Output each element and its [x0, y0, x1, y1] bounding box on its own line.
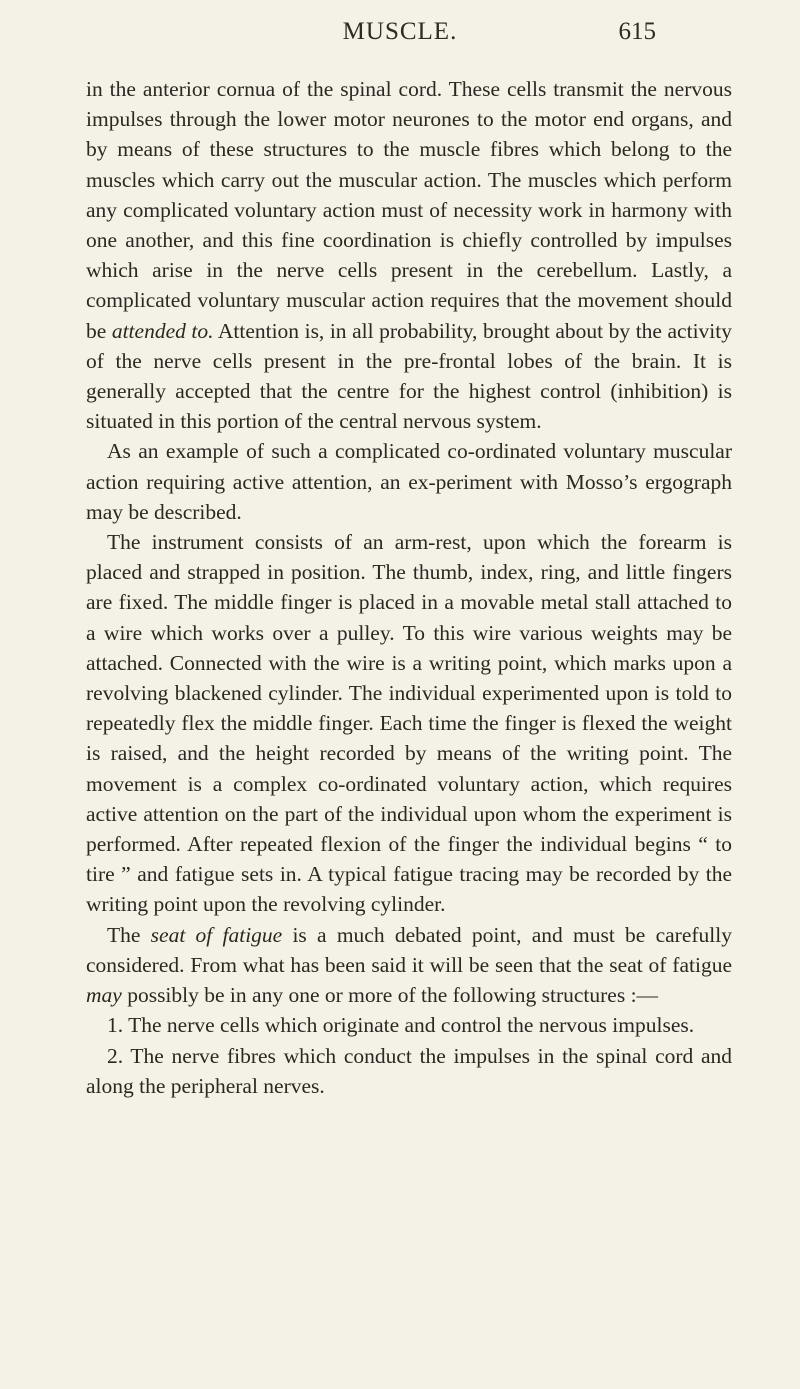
text-run: As an example of such a complicated co-ordinated voluntary muscular action requiring active attention, an ex-periment with Mosso’s ergograph may be described. — [86, 439, 732, 524]
body-text — [86, 74, 732, 1101]
text-run: 1. The nerve cells which originate and control the nervous impulses. — [107, 1013, 695, 1038]
page-header — [0, 18, 800, 58]
paragraph — [86, 1010, 732, 1040]
running-head: MUSCLE. — [342, 18, 458, 45]
paragraph — [86, 1041, 732, 1101]
text-run: 2. The nerve fibres which conduct the impulses in the spinal cord and along the peripheral nerves. — [86, 1043, 732, 1098]
text-run: is a much debated point, and must be carefully considered. From what has been said it will be seen that the seat of fatigue — [86, 922, 732, 977]
text-run: The instrument consists of an arm-rest, upon which the forearm is placed and strapped in position. The thumb, index, ring, and little fingers are fixed. The middle finger is placed in a movable metal stall attached to a wire which works over a pulley. To this wire various weights may be attached. Connected with the wire is a writing point, which marks upon a revolving blackened cylinder. The individual experimented upon is told to repeatedly flex the middle finger. Each time the finger is flexed the weight is raised, and the height recorded by means of the writing point. The movement is a complex co-ordinated voluntary action, which requires active attention on the part of the individual upon whom the experiment is performed. After repeated flexion of the finger the individual begins “ to tire ” and fatigue sets in. A typical fatigue tracing may be recorded by the writing point upon the revolving cylinder. — [86, 530, 732, 917]
text-run: in the anterior cornua of the spinal cord. These cells transmit the nervous impulses through the lower motor neurones to the motor end organs, and by means of these structures to the muscle fibres which belong to the muscles which carry out the muscular action. The muscles which perform any complicated voluntary action must of necessity work in harmony with one another, and this fine coordination is chiefly controlled by impulses which arise in the nerve cells present in the cerebellum. Lastly, a complicated voluntary muscular action requires that the movement should be — [86, 77, 732, 343]
paragraph — [86, 920, 732, 1011]
italic-text: attended to. — [111, 318, 214, 343]
paragraph — [86, 74, 732, 436]
italic-text: seat of fatigue — [150, 922, 283, 947]
paragraph — [86, 436, 732, 527]
text-run: possibly be in any one or more of the following structures :— — [121, 983, 659, 1008]
italic-text: may — [86, 983, 122, 1008]
page-number: 615 — [618, 18, 656, 45]
paragraph — [86, 527, 732, 920]
text-run: The — [107, 922, 151, 947]
text-run: Attention is, in all probability, brought about by the activity of the nerve cells present in the pre-frontal lobes of the brain. It is generally accepted that the centre for the highest control (inhibition) is situated in this portion of the central nervous system. — [86, 318, 732, 434]
